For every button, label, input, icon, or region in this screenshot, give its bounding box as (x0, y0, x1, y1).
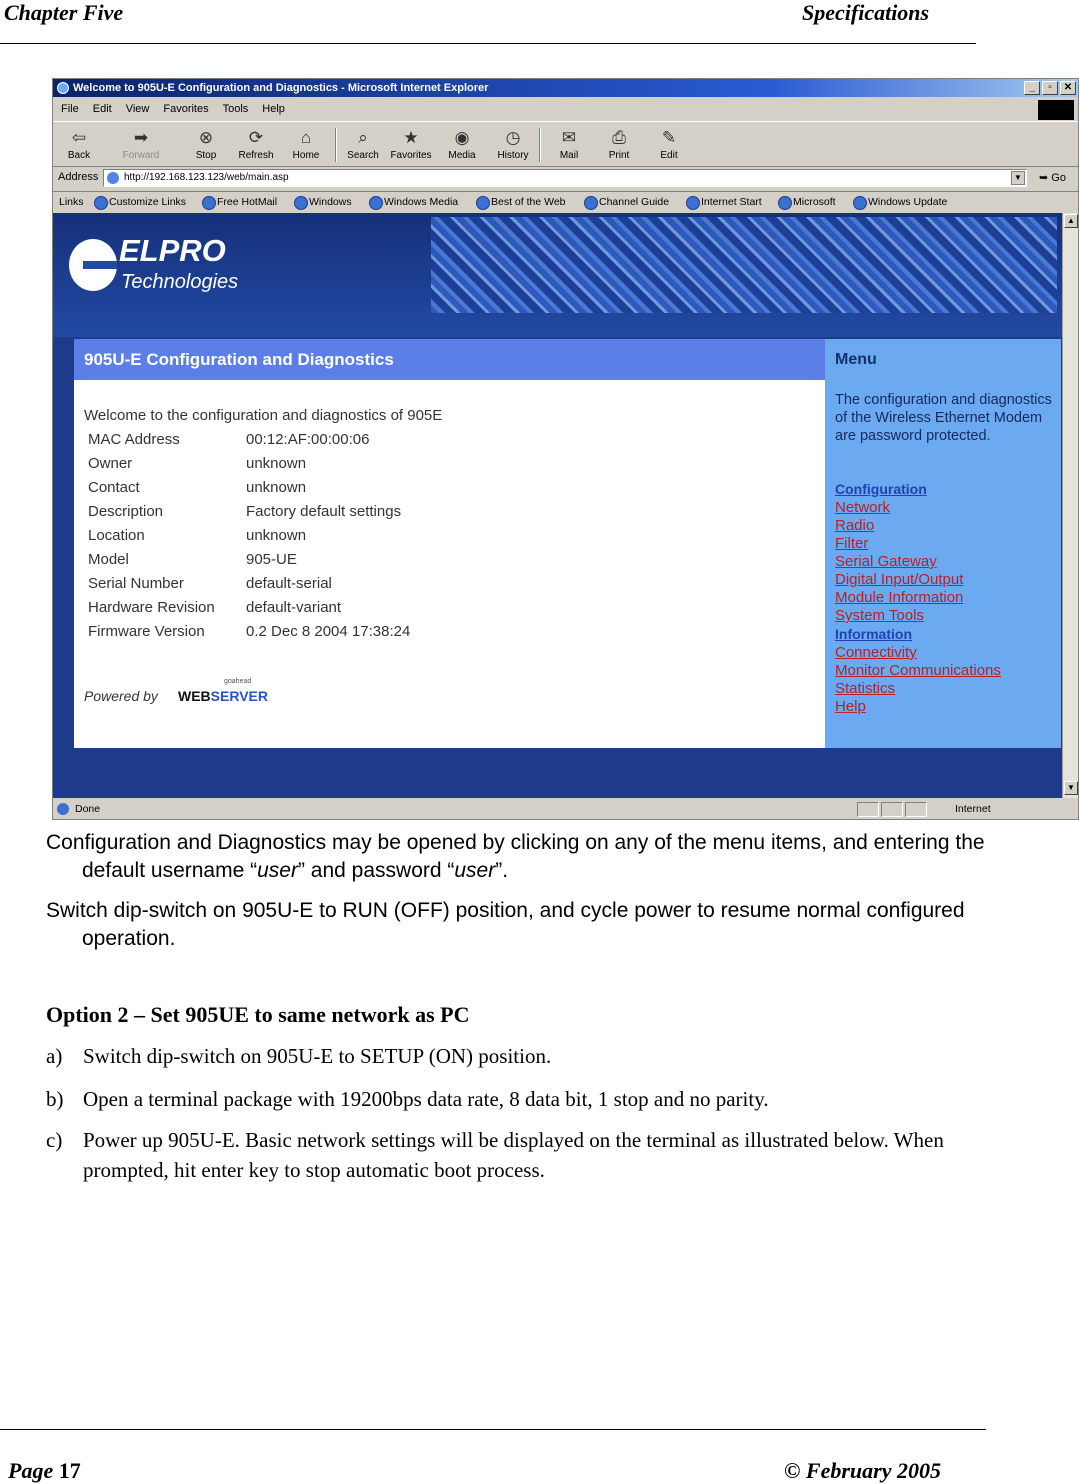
address-bar (53, 167, 1078, 189)
status-text: Done (75, 803, 101, 815)
menu-help[interactable]: Help (262, 103, 285, 115)
go-label: Go (1051, 172, 1066, 184)
history-button[interactable] (491, 126, 535, 161)
instruction-paragraph: Switch dip-switch on 905U-E to RUN (OFF) position, and cycle power to resume normal configured operation. (46, 899, 965, 950)
menu-link-help[interactable]: Help (835, 698, 866, 715)
home-button[interactable] (284, 126, 328, 161)
info-value: unknown (246, 479, 307, 496)
stop-icon: ⊗ (198, 128, 214, 147)
menu-link-connectivity[interactable]: Connectivity (835, 644, 917, 661)
forward-button[interactable] (119, 126, 163, 161)
page-viewport (53, 213, 1062, 798)
search-label: Search (347, 150, 379, 161)
go-arrow-icon: ➥ (1039, 172, 1049, 184)
step-text: Switch dip-switch on 905U-E to SETUP (ON) position. (83, 1044, 552, 1068)
page-label: Page (8, 1458, 54, 1483)
powered-by-text: Powered by (84, 688, 158, 704)
favorites-button[interactable] (389, 126, 433, 161)
minimize-icon[interactable]: _ (1024, 81, 1040, 95)
default-password: user (454, 859, 496, 882)
menu-link-serial-gateway[interactable]: Serial Gateway (835, 553, 937, 570)
forward-arrow-icon: ➡ (133, 128, 149, 147)
history-label: History (497, 150, 529, 161)
webserver-logo (178, 688, 268, 704)
step-text: Power up 905U-E. Basic network settings will be displayed on the terminal as illustrated below. When prompted, hit enter key to stop automatic boot process. (83, 1128, 944, 1182)
info-value: unknown (246, 455, 307, 472)
footer-rule (0, 1429, 986, 1430)
info-key: Description (88, 503, 164, 520)
menu-link-statistics[interactable]: Statistics (835, 680, 896, 697)
edit-button[interactable] (647, 126, 691, 161)
toolbar-separator (539, 128, 541, 162)
webserver-web: WEB (178, 688, 211, 704)
menu-link-module-information[interactable]: Module Information (835, 589, 964, 606)
page-status-icon (57, 803, 69, 815)
mail-label: Mail (559, 150, 579, 161)
media-label: Media (448, 150, 476, 161)
info-value: 0.2 Dec 8 2004 17:38:24 (246, 623, 411, 640)
info-value: default-variant (246, 599, 342, 616)
menu-section-information[interactable]: Information (835, 626, 912, 642)
back-label: Back (67, 150, 91, 161)
menu-bar (53, 99, 1078, 119)
step-text: Open a terminal package with 19200bps data rate, 8 data bit, 1 stop and no parity. (83, 1087, 769, 1111)
menu-description: The configuration and diagnostics of the Wireless Ethernet Modem are password protected. (835, 392, 1052, 444)
para1-text: ”. (495, 859, 509, 882)
welcome-text: Welcome to the configuration and diagnostics of 905E (84, 407, 443, 424)
status-pane (905, 802, 927, 817)
menu-file[interactable]: File (61, 103, 79, 115)
info-value: default-serial (246, 575, 332, 592)
menu-title: Menu (835, 351, 877, 368)
instruction-paragraph (46, 829, 996, 885)
site-menu (825, 339, 1061, 748)
menu-link-radio[interactable]: Radio (835, 517, 875, 534)
toolbar-separator (335, 128, 337, 162)
logo-name: ELPRO (119, 233, 226, 268)
step-item (46, 1084, 1006, 1114)
history-icon: ◷ (505, 128, 521, 147)
edit-label: Edit (660, 150, 678, 161)
page-number (8, 1458, 81, 1484)
circuit-board-image (431, 217, 1057, 313)
address-dropdown-icon[interactable]: ▼ (1011, 171, 1025, 185)
mail-icon: ✉ (561, 128, 577, 147)
step-item (46, 1041, 1006, 1071)
print-label: Print (608, 150, 630, 161)
search-button[interactable] (341, 126, 385, 161)
step-item (46, 1125, 1006, 1185)
link-microsoft[interactable]: Microsoft (777, 192, 836, 212)
link-customize-links[interactable]: Customize Links (93, 192, 186, 212)
refresh-button[interactable] (234, 126, 278, 161)
link-free-hotmail[interactable]: Free HotMail (201, 192, 277, 212)
info-key: Model (88, 551, 129, 568)
site-banner (53, 213, 1062, 337)
windows-logo-icon (1038, 100, 1074, 120)
back-button[interactable] (57, 126, 101, 161)
link-channel-guide[interactable]: Channel Guide (583, 192, 669, 212)
menu-favorites[interactable]: Favorites (163, 103, 209, 115)
page-icon (107, 172, 119, 184)
vertical-scrollbar[interactable] (1062, 213, 1079, 798)
links-bar (53, 191, 1078, 211)
copyright: © February 2005 (784, 1458, 941, 1483)
para1-text: Configuration and Diagnostics may be opened by clicking on any of the menu items, and entering the default username “ (46, 831, 985, 882)
chapter-title: Chapter Five (4, 0, 124, 25)
stop-label: Stop (195, 150, 217, 161)
favorites-label: Favorites (390, 150, 432, 161)
browser-toolbar (53, 121, 1078, 167)
link-best-of-the-web[interactable]: Best of the Web (475, 192, 566, 212)
favorites-icon: ★ (403, 128, 419, 147)
links-label: Links (59, 196, 84, 208)
edit-icon: ✎ (661, 128, 677, 147)
home-icon: ⌂ (300, 128, 312, 147)
refresh-icon: ⟳ (248, 128, 264, 147)
info-key: Firmware Version (88, 623, 205, 640)
header-rule (0, 43, 976, 44)
menu-link-digital-io[interactable]: Digital Input/Output (835, 571, 964, 588)
address-url: http://192.168.123.123/web/main.asp (124, 172, 289, 183)
logo-subtitle: Technologies (121, 271, 239, 293)
back-arrow-icon: ⇦ (71, 128, 87, 147)
status-bar (53, 800, 1078, 819)
link-internet-start[interactable]: Internet Start (685, 192, 762, 212)
option-heading: Option 2 – Set 905UE to same network as PC (46, 1002, 470, 1027)
info-key: MAC Address (88, 431, 180, 448)
elpro-logo-icon (69, 239, 117, 291)
info-value: 905-UE (246, 551, 297, 568)
window-title: Welcome to 905U-E Configuration and Diagnostics - Microsoft Internet Explorer (73, 82, 489, 94)
menu-link-monitor-communications[interactable]: Monitor Communications (835, 662, 1001, 679)
security-zone: Internet (955, 803, 991, 815)
menu-link-system-tools[interactable]: System Tools (835, 607, 924, 624)
forward-label: Forward (122, 150, 160, 161)
media-button[interactable] (440, 126, 484, 161)
info-key: Owner (88, 455, 133, 472)
goahead-text: goahead (224, 678, 252, 685)
section-title: Specifications (802, 0, 930, 25)
home-label: Home (292, 150, 320, 161)
info-key: Location (88, 527, 145, 544)
info-key: Contact (88, 479, 140, 496)
restore-icon[interactable]: ▫ (1042, 81, 1058, 95)
go-button[interactable] (1039, 171, 1066, 184)
info-key: Serial Number (88, 575, 184, 592)
search-icon: ⌕ (358, 128, 368, 147)
status-pane (857, 802, 879, 817)
status-pane (881, 802, 903, 817)
info-key: Hardware Revision (88, 599, 215, 616)
browser-window (52, 78, 1079, 820)
para1-text: ” and password “ (297, 859, 455, 882)
address-label: Address (58, 171, 99, 183)
stop-button[interactable] (184, 126, 228, 161)
menu-section-configuration[interactable]: Configuration (835, 481, 927, 497)
menu-tools[interactable]: Tools (222, 103, 249, 115)
page-number-value: 17 (58, 1458, 81, 1483)
main-content (74, 339, 825, 748)
menu-edit[interactable]: Edit (92, 103, 112, 115)
info-value: unknown (246, 527, 307, 544)
link-windows-media[interactable]: Windows Media (368, 192, 458, 212)
info-value: Factory default settings (246, 503, 402, 520)
print-button[interactable] (597, 126, 641, 161)
scroll-up-icon[interactable]: ▲ (1064, 214, 1078, 228)
link-windows-update[interactable]: Windows Update (852, 192, 947, 212)
info-value: 00:12:AF:00:00:06 (246, 431, 370, 448)
menu-link-network[interactable]: Network (835, 499, 891, 516)
menu-link-filter[interactable]: Filter (835, 535, 869, 552)
step-label: c) (46, 1128, 63, 1152)
close-icon[interactable]: ✕ (1060, 81, 1076, 95)
default-username: user (257, 859, 298, 882)
step-label: b) (46, 1087, 64, 1111)
menu-view[interactable]: View (125, 103, 150, 115)
media-icon: ◉ (454, 128, 470, 147)
window-titlebar (53, 79, 1078, 97)
mail-button[interactable] (547, 126, 591, 161)
step-label: a) (46, 1044, 63, 1068)
page-title: 905U-E Configuration and Diagnostics (74, 339, 825, 380)
print-icon: ⎙ (612, 128, 626, 147)
scroll-down-icon[interactable]: ▼ (1064, 781, 1078, 795)
webserver-server: SERVER (210, 688, 268, 704)
address-input[interactable] (103, 169, 1027, 187)
link-windows[interactable]: Windows (293, 192, 352, 212)
refresh-label: Refresh (238, 150, 274, 161)
ie-icon (57, 82, 69, 94)
